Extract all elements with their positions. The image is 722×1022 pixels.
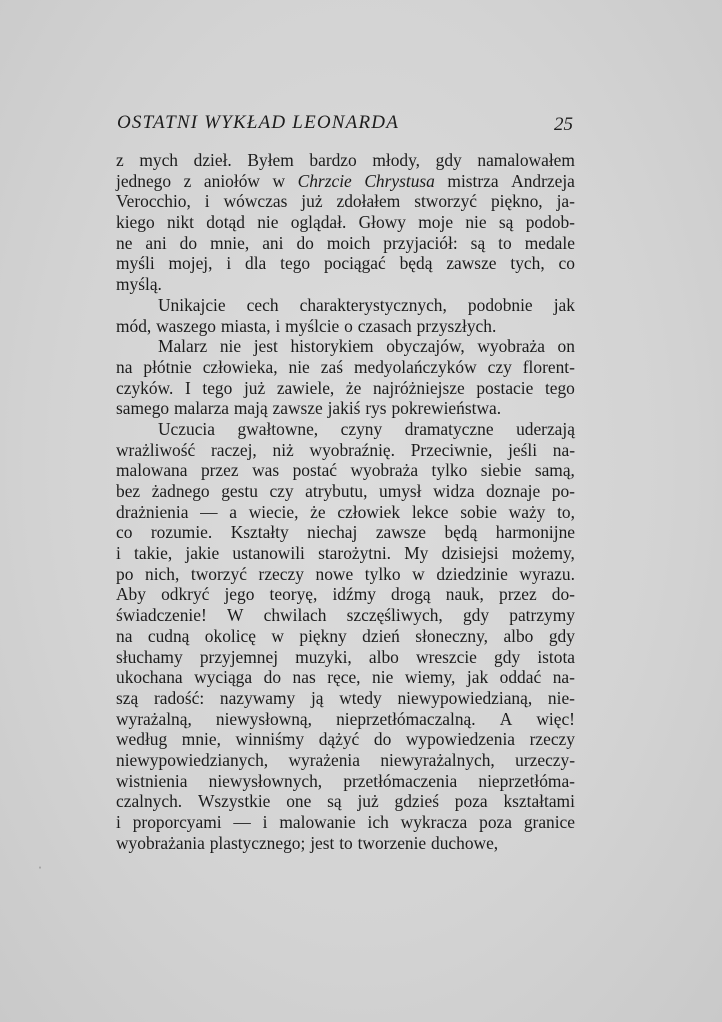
text-line: kiego nikt dotąd nie oglądał. Głowy moje nie są podob- (116, 212, 575, 233)
text-line: na cudną okolicę w piękny dzień słoneczny, albo gdy (116, 625, 575, 646)
text-line: Malarz nie jest historykiem obyczajów, wyobraża on (158, 336, 575, 357)
text-line: Aby odkryć jego teoryę, idźmy drogą nauk, przez do- (116, 584, 575, 605)
text-line: wyobrażania plastycznego; jest to tworzenie duchowe, (116, 832, 499, 853)
text-line: co rozumie. Kształty niechaj zawsze będą harmonijne (116, 522, 575, 543)
text-line: niewypowiedzianych, wyrażenia niewyrażalnych, urzeczy- (116, 749, 575, 770)
margin-speck: ˌ (38, 855, 42, 869)
text-line: świadczenie! W chwilach szczęśliwych, gdy patrzymy (116, 605, 575, 626)
text-line: wyrażalną, niewysłowną, nieprzetłómaczalną. A więc! (116, 708, 575, 729)
text-line: Uczucia gwałtowne, czyny dramatyczne uderzają (158, 418, 575, 439)
text-line: według mnie, winniśmy dążyć do wypowiedzenia rzeczy (116, 729, 575, 750)
text-line: myślą. (116, 274, 162, 295)
text-line: na płótnie człowieka, nie zaś medyolańczyków czy florent- (116, 356, 575, 377)
text-line: czyków. I tego już zawiele, że najróżniejsze postacie tego (116, 377, 575, 398)
text-line: Verocchio, i wówczas już zdołałem stworzyć piękno, ja- (116, 191, 575, 212)
text-line: samego malarza mają zawsze jakiś rys pokrewieństwa. (116, 398, 502, 419)
text-line: mód, waszego miasta, i myślcie o czasach przyszłych. (116, 315, 497, 336)
text-line: czalnych. Wszystkie one są już gdzieś poza kształtami (116, 791, 575, 812)
text-line: z mych dzieł. Byłem bardzo młody, gdy namalowałem (116, 150, 575, 170)
text-line: i proporcyami — i malowanie ich wykracza poza granice (116, 812, 575, 832)
text-line: wistnienia niewysłownych, przetłómaczenia nieprzetłóma- (116, 770, 575, 791)
text-line: szą radość: nazywamy ją wtedy niewypowiedzianą, nie- (116, 687, 575, 708)
text-line: ukochana wyciąga do nas ręce, nie wiemy, jak oddać na- (116, 667, 575, 688)
page-number: 25 (554, 114, 573, 135)
text-line: po nich, tworzyć rzeczy nowe tylko w dziedzinie wyrazu. (116, 563, 575, 584)
text-line: ne ani do mnie, ani do moich przyjaciół: są to medale (116, 232, 575, 253)
text-line: bez żadnego gestu czy atrybutu, umysł widza doznaje po- (116, 481, 575, 501)
text-line: drażnienia — a wiecie, że człowiek lekce sobie waży to, (116, 501, 575, 522)
text-line: jednego z aniołów w Chrzcie Chrystusa mistrza Andrzeja (116, 170, 575, 191)
text-line: i takie, jakie ustanowili starożytni. My dzisiejsi możemy, (116, 543, 575, 564)
text-line: myśli mojej, i dla tego pociągać będą zawsze tych, co (116, 253, 575, 274)
running-title: OSTATNI WYKŁAD LEONARDA (117, 112, 400, 133)
text-line: malowana przez was postać wyobraża tylko siebie samą, (116, 460, 575, 481)
body-text (116, 150, 575, 853)
text-line: słuchamy przyjemnej muzyki, albo wreszcie gdy istota (116, 646, 575, 667)
text-line: wrażliwość raczej, niż wyobraźnię. Przeciwnie, jeśli na- (116, 439, 575, 460)
running-head (117, 112, 573, 142)
text-line: Unikajcie cech charakterystycznych, podobnie jak (158, 294, 575, 315)
